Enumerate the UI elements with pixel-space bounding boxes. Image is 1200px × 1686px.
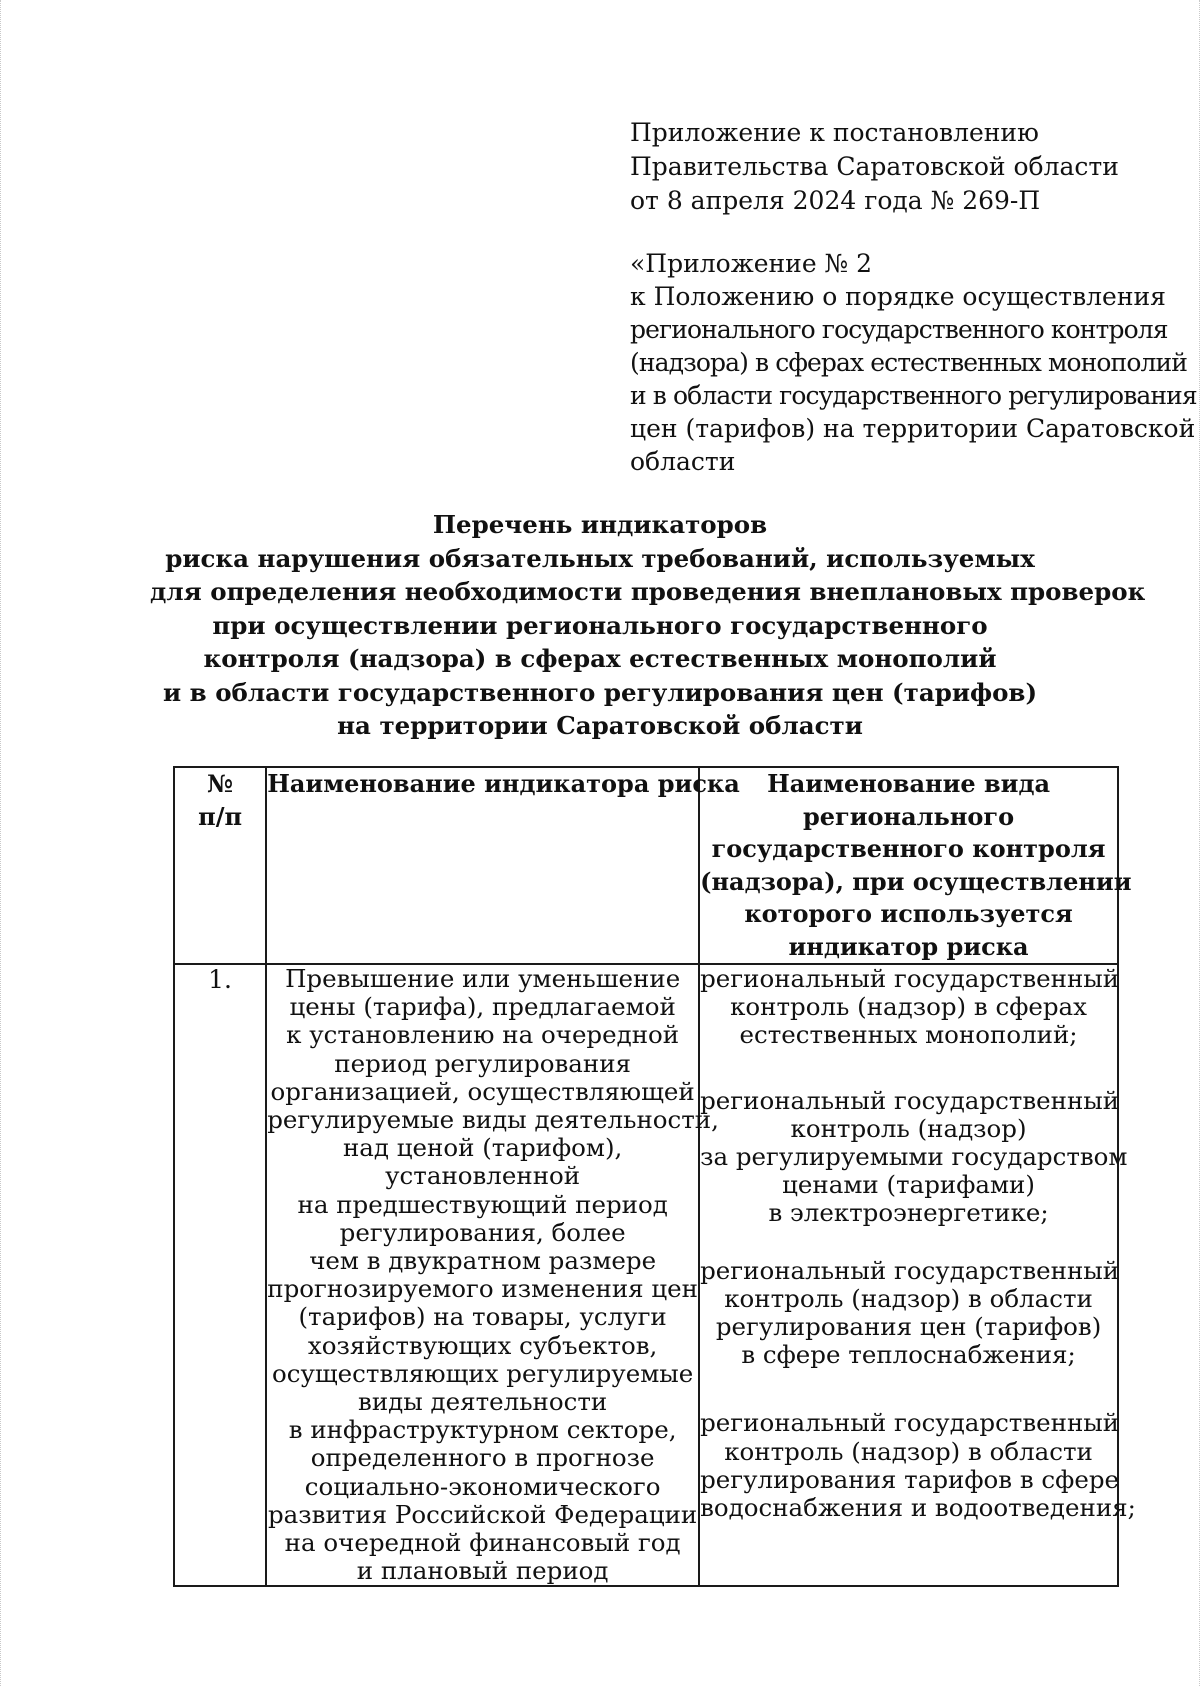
control-type-line: контроль (надзор) в области [724, 1436, 1093, 1466]
header-control-line: государственного контроля [711, 834, 1106, 863]
paragraph-gap [700, 1228, 1117, 1257]
paragraph-gap [700, 1369, 1117, 1409]
control-type-item [700, 1255, 1120, 1370]
title-line: для определения необходимости проведения внеплановых проверок [150, 577, 1146, 606]
control-type-line: контроль (надзор) [790, 1113, 1027, 1143]
header-indicator [266, 767, 740, 964]
indicator-line: виды деятельности [358, 1387, 608, 1417]
indicator-line: хозяйствующих субъектов, [307, 1330, 658, 1360]
control-type-line: региональный государственный [700, 1408, 1120, 1438]
title-line: Перечень индикаторов [432, 510, 768, 539]
document-title [150, 508, 1146, 743]
appendix-line: регионального государственного контроля [630, 315, 1168, 344]
control-type-line: регулирования тарифов в сфере [700, 1464, 1119, 1494]
appendix-line: «Приложение № 2 [630, 249, 873, 278]
appendix-line: и в области государственного регулирования [630, 381, 1197, 410]
control-type-line: водоснабжения и водоотведения; [700, 1493, 1136, 1523]
indicator-line: и плановый период [356, 1556, 609, 1586]
indicator-line: чем в двукратном размере [309, 1246, 657, 1276]
indicator-line: осуществляющих регулируемые [272, 1358, 694, 1388]
control-type-line: региональный государственный [700, 1085, 1120, 1115]
title-line: и в области государственного регулирования цен (тарифов) [162, 677, 1038, 707]
indicator-line: цены (тарифа), предлагаемой [289, 992, 676, 1022]
approval-line: Приложение к постановлению [630, 118, 1039, 147]
appendix-note [630, 247, 1197, 478]
page-edge-left [0, 0, 4, 1686]
paragraph-gap [700, 1050, 1117, 1087]
title-line: контроля (надзора) в сферах естественных монополий [203, 644, 997, 673]
header-control-line: регионального [802, 801, 1015, 831]
indicator-line: организацией, осуществляющей [270, 1076, 695, 1106]
row-number [174, 964, 266, 1586]
control-type-line: контроль (надзор) в сферах [730, 992, 1087, 1022]
indicator-line: установленной [385, 1161, 581, 1191]
title-line: при осуществлении регионального государственного [212, 610, 988, 640]
control-type-line: региональный государственный [700, 964, 1120, 993]
approval-line: от 8 апреля 2024 года № 269-П [630, 186, 1041, 215]
control-type-line: за регулируемыми государством [700, 1142, 1128, 1172]
indicator-line: регулируемые виды деятельности, [267, 1105, 719, 1135]
appendix-line: к Положению о порядке осуществления [630, 282, 1166, 311]
control-type-item [700, 1408, 1136, 1523]
indicator-line: на предшествующий период [297, 1189, 668, 1219]
table-header-row [174, 767, 1118, 964]
indicator-line: в инфраструктурном секторе, [288, 1415, 677, 1445]
appendix-line: (надзора) в сферах естественных монополий [630, 348, 1187, 377]
indicator-line: социально-экономического [304, 1471, 661, 1501]
indicator-line: Превышение или уменьшение [285, 964, 681, 993]
control-type-item [700, 1085, 1128, 1228]
control-type-line: в электроэнергетике; [768, 1198, 1049, 1228]
header-control-type [699, 767, 1132, 964]
indicator-line: над ценой (тарифом), [342, 1133, 623, 1163]
control-type-item [700, 964, 1120, 1050]
indicator-line: период регулирования [334, 1048, 632, 1078]
approval-note [630, 116, 1119, 218]
row-indicator [266, 964, 719, 1586]
control-type-line: ценами (тарифами) [782, 1170, 1035, 1200]
header-indicator-line: Наименование индикатора риска [267, 769, 740, 798]
appendix-line: цен (тарифов) на территории Саратовской [630, 414, 1196, 443]
header-control-line: (надзора), при осуществлении [700, 866, 1132, 896]
title-line: риска нарушения обязательных требований, используемых [165, 543, 1035, 573]
indicator-line: (тарифов) на товары, услуги [298, 1302, 667, 1332]
table-row [174, 964, 1118, 1586]
indicator-line: развития Российской Федерации [268, 1499, 698, 1529]
header-number-line: № [207, 769, 234, 798]
control-type-line: естественных монополий; [739, 1020, 1078, 1050]
row-control-types [699, 964, 1136, 1586]
indicator-line: прогнозируемого изменения цен [267, 1274, 698, 1304]
control-type-line: регулирования цен (тарифов) [715, 1312, 1102, 1342]
header-control-line: которого используется [744, 899, 1073, 928]
indicator-line: на очередной финансовый год [284, 1528, 681, 1558]
control-type-line: контроль (надзор) в области [724, 1283, 1093, 1313]
risk-indicator-table [173, 766, 1136, 1587]
indicator-line: определенного в прогнозе [310, 1443, 655, 1473]
appendix-line: области [630, 447, 736, 476]
control-type-line: региональный государственный [700, 1255, 1120, 1285]
indicator-line: к установлению на очередной [286, 1020, 680, 1050]
title-line: на территории Саратовской области [337, 711, 863, 740]
control-type-line: в сфере теплоснабжения; [741, 1340, 1076, 1370]
row-number-text: 1. [208, 965, 233, 994]
header-control-line: Наименование вида [767, 769, 1051, 798]
indicator-line: регулирования, более [339, 1217, 626, 1247]
approval-line: Правительства Саратовской области [630, 152, 1119, 181]
header-number-line: п/п [198, 801, 243, 831]
header-control-line: индикатор риска [788, 931, 1029, 961]
header-number [174, 767, 266, 964]
